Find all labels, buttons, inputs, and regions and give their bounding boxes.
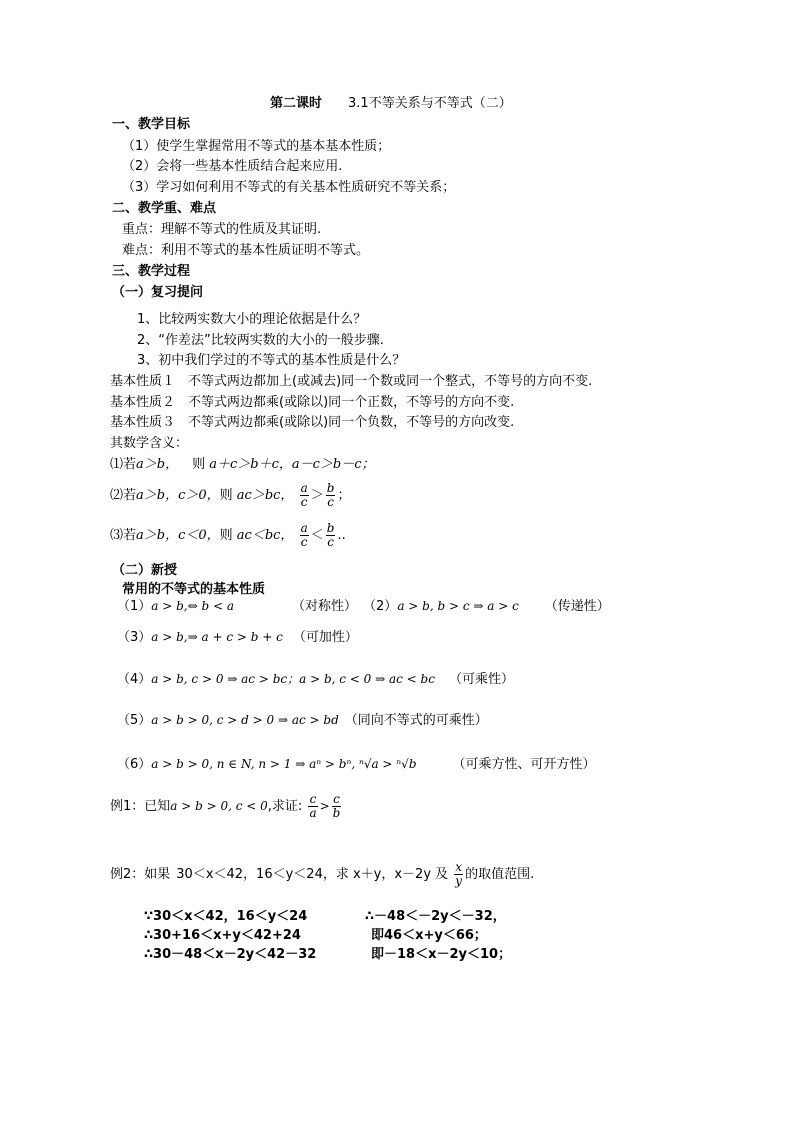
meaning-3-prefix: ⑶若 <box>110 528 137 543</box>
property-4-note: （可乘性） <box>448 672 514 687</box>
objective-item-1: （1）使学生掌握常用不等式的基本基本性质； <box>122 139 391 154</box>
section-heading-objectives: 一、教学目标 <box>112 117 191 132</box>
property-2-expression: a > b, b > c ⇒ a > c <box>397 599 519 613</box>
meaning-2-end: ； <box>337 488 351 503</box>
question-3: 3、初中我们学过的不等式的基本性质是什么？ <box>137 353 406 368</box>
meaning-line-1 <box>110 457 375 473</box>
meaning-1-condition: a＞b， <box>136 457 179 472</box>
property-3-expression: a > b,⇒ a + c > b + c <box>151 630 283 644</box>
meaning-2-operator: ＞ <box>310 488 324 503</box>
solution-line-3-left: ∴30－48＜x－2y＜42－32 <box>144 947 317 962</box>
solution-line-2-left: ∴30+16＜x+y＜42+24 <box>144 928 301 943</box>
example-2-tail: 的取值范围. <box>465 867 535 882</box>
properties-heading: 常用的不等式的基本性质 <box>122 582 266 597</box>
question-2: 2、“作差法”比较两实数的大小的一般步骤. <box>137 333 384 348</box>
title-topic: 3.1不等关系与不等式（二） <box>348 96 512 111</box>
meaning-3-end: .. <box>337 528 346 543</box>
example-2-label: 例2：如果 <box>110 867 171 882</box>
property-4-expression: a > b, c > 0 ⇒ ac > bc；a > b, c < 0 ⇒ ac < bc <box>151 672 435 686</box>
title-lesson: 第二课时 <box>270 96 323 111</box>
property-5-number: （5） <box>117 713 152 728</box>
solution-line-1-left: ∵30＜x＜42，16＜y＜24 <box>144 909 308 924</box>
property-3-number: （3） <box>117 630 152 645</box>
example-1-label: 例1：已知 <box>110 799 171 814</box>
property-2-number: （2） <box>363 599 398 614</box>
fraction-x-over-y: $\frac{x}{y}$ <box>455 860 463 888</box>
fraction-a-over-c: $\frac{a}{c}$ <box>300 481 308 509</box>
property-1-note: （对称性） <box>292 599 358 614</box>
subsection-new-lesson: （二）新授 <box>112 563 178 578</box>
meaning-line-3 <box>110 522 346 549</box>
property-6-number: （6） <box>117 757 152 772</box>
meaning-label: 其数学含义： <box>110 436 189 451</box>
solution-line-2-right: 即46＜x+y＜66； <box>371 928 487 943</box>
meaning-2-result: ac＞bc， <box>236 488 294 503</box>
property-line-4 <box>117 671 514 688</box>
meaning-2-condition: a＞b，c＞0， <box>136 488 220 503</box>
fraction-a-over-c: $\frac{a}{c}$ <box>300 521 308 549</box>
example-1-ask: ,求证: <box>267 799 303 814</box>
example-1-condition: a > b > 0, c < 0 <box>170 799 268 813</box>
meaning-2-then: 则 <box>219 488 233 503</box>
meaning-3-condition: a＞b，c＜0， <box>136 528 220 543</box>
key-point-item: 重点：理解不等式的性质及其证明. <box>122 222 322 237</box>
meaning-3-then: 则 <box>219 528 233 543</box>
basic-property-2: 基本性质２ 不等式两边都乘(或除以)同一个正数，不等号的方向不变. <box>110 395 515 410</box>
property-line-1-2 <box>117 598 610 615</box>
solution-line-3-right: 即－18＜x－2y＜10； <box>371 947 512 962</box>
meaning-3-result: ac＜bc， <box>236 528 294 543</box>
property-6-expression: a > b > 0, n ∈ N, n > 1 ⇒ aⁿ > bⁿ, ⁿ√a > ⁿ√b <box>151 757 417 771</box>
meaning-line-2 <box>110 482 350 509</box>
objective-item-3: （3）学习如何利用不等式的有关基本性质研究不等关系； <box>122 180 456 195</box>
meaning-1-then: 则 <box>192 457 206 472</box>
meaning-2-prefix: ⑵若 <box>110 488 137 503</box>
section-heading-process: 三、教学过程 <box>112 264 191 279</box>
basic-property-3: 基本性质３ 不等式两边都乘(或除以)同一个负数，不等号的方向改变. <box>110 415 515 430</box>
property-1-expression: a > b,⇔ b < a <box>151 599 235 613</box>
difficulty-item: 难点：利用不等式的基本性质证明不等式。 <box>122 243 370 258</box>
page-title <box>270 96 512 112</box>
solution-line-1-right: ∴－48＜－2y＜－32， <box>365 909 506 924</box>
subsection-review: （一）复习提问 <box>112 285 204 300</box>
property-5-note: （同向不等式的可乘性） <box>344 713 488 728</box>
property-2-note: （传递性） <box>544 599 610 614</box>
property-5-expression: a > b > 0, c > d > 0 ⇒ ac > bd <box>151 713 339 727</box>
property-1-number: （1） <box>117 599 152 614</box>
property-4-number: （4） <box>117 672 152 687</box>
fraction-c-over-b: $\frac{c}{b}$ <box>332 792 341 820</box>
example-2-condition: 30＜x＜42，16＜y＜24，求 x＋y，x－2y 及 <box>176 867 449 882</box>
property-3-note: （可加性） <box>292 630 358 645</box>
basic-property-1: 基本性质１ 不等式两边都加上(或减去)同一个数或同一个整式，不等号的方向不变. <box>110 374 593 389</box>
section-heading-key-points: 二、教学重、难点 <box>112 201 217 216</box>
meaning-3-operator: ＜ <box>310 528 324 543</box>
question-1: 1、比较两实数大小的理论依据是什么？ <box>137 312 367 327</box>
fraction-b-over-c: $\frac{b}{c}$ <box>326 481 335 509</box>
fraction-b-over-c: $\frac{b}{c}$ <box>326 521 335 549</box>
property-line-5 <box>117 712 488 729</box>
meaning-1-result: a＋c＞b＋c，a－c＞b－c； <box>209 457 375 472</box>
property-6-note: （可乘方性、可开方性） <box>452 757 596 772</box>
property-line-3 <box>117 629 358 646</box>
property-line-6 <box>117 756 596 773</box>
example-1-operator: > <box>319 799 330 813</box>
objective-item-2: （2）会将一些基本性质结合起来应用. <box>122 159 343 174</box>
meaning-1-prefix: ⑴若 <box>110 457 137 472</box>
example-1 <box>110 789 343 824</box>
fraction-c-over-a: $\frac{c}{a}$ <box>309 792 317 820</box>
example-2 <box>110 858 534 892</box>
